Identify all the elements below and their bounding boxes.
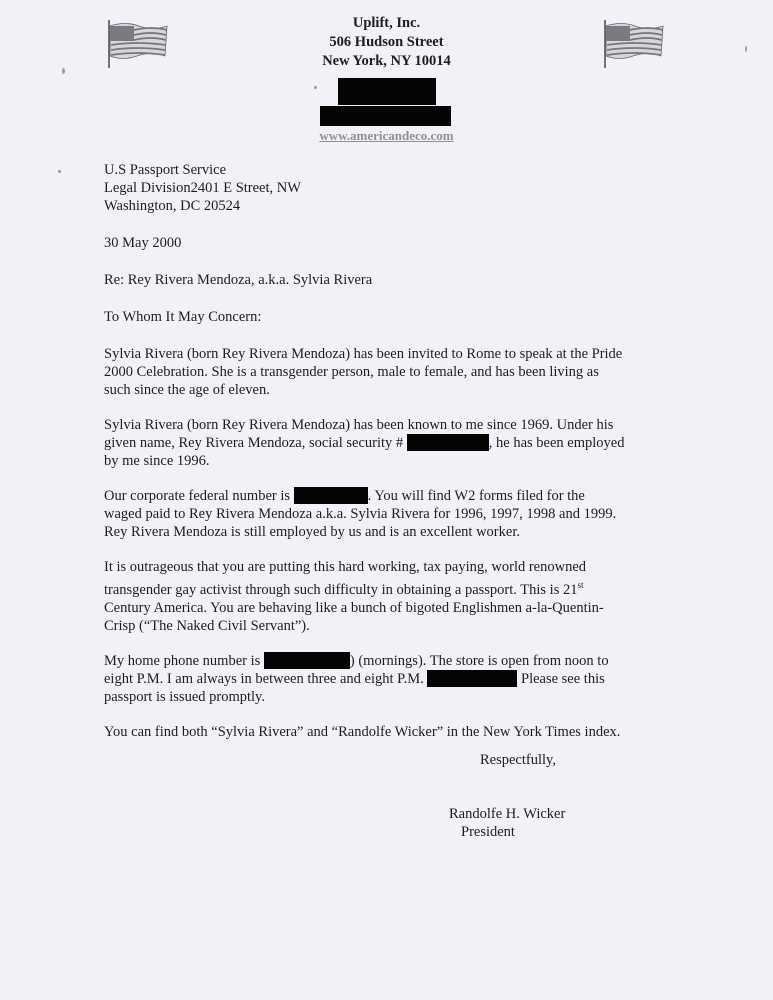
redaction-block <box>407 434 489 451</box>
paragraph-2 <box>104 416 664 470</box>
paragraph-line <box>104 670 664 688</box>
company-city: New York, NY 10014 <box>322 53 451 69</box>
paragraph-line: Century America. You are behaving like a bunch of bigoted Englishmen a-la-Quentin- <box>104 599 604 616</box>
paragraph-text: given name, Rey Rivera Mendoza, social security # <box>104 435 404 451</box>
paragraph-line: It is outrageous that you are putting this hard working, tax paying, world renowned <box>104 559 587 575</box>
paragraph-5 <box>104 652 664 706</box>
paragraph-4 <box>104 558 664 635</box>
company-street: 506 Hudson Street <box>329 34 444 50</box>
recipient-line: U.S Passport Service <box>104 162 227 178</box>
redaction-block <box>320 106 451 126</box>
company-name: Uplift, Inc. <box>352 15 421 31</box>
recipient-line: Legal Division2401 E Street, NW <box>104 180 301 196</box>
paragraph-line: passport is issued promptly. <box>104 688 265 705</box>
scan-speck <box>58 170 61 173</box>
paragraph-6 <box>104 723 664 741</box>
paragraph-text: Our corporate federal number is <box>104 488 291 504</box>
paragraph-text: My home phone number is <box>104 652 261 669</box>
scan-speck <box>745 46 747 52</box>
letter-body <box>104 161 664 758</box>
paragraph-text: transgender gay activist through such difficulty in obtaining a passport. This is 21 <box>104 581 578 598</box>
closing: Respectfully, <box>480 752 556 768</box>
redaction-block <box>264 652 350 669</box>
letter-subject: Re: Rey Rivera Mendoza, a.k.a. Sylvia Rivera <box>104 272 373 288</box>
paragraph-line: waged paid to Rey Rivera Mendoza a.k.a. Sylvia Rivera for 1996, 1997, 1998 and 1999. <box>104 506 617 522</box>
paragraph-line: such since the age of eleven. <box>104 382 270 398</box>
paragraph-line <box>104 434 664 452</box>
signature-name: Randolfe H. Wicker <box>449 806 566 822</box>
recipient-address <box>104 161 664 215</box>
paragraph-line: Sylvia Rivera (born Rey Rivera Mendoza) has been invited to Rome to speak at the Pride <box>104 346 623 362</box>
letter-date: 30 May 2000 <box>104 235 182 251</box>
signature-title: President <box>461 824 515 840</box>
paragraph-text: ) (mornings). The store is open from noon to <box>349 652 609 669</box>
redaction-block <box>427 670 517 687</box>
paragraph-text: Please see this <box>521 670 605 687</box>
paragraph-line: You can find both “Sylvia Rivera” and “Randolfe Wicker” in the New York Times index. <box>104 723 621 740</box>
paragraph-text: , he has been employed <box>488 435 625 451</box>
scan-speck <box>314 86 317 89</box>
letterhead <box>0 14 773 71</box>
paragraph-line: Rey Rivera Mendoza is still employed by us and is an excellent worker. <box>104 524 520 540</box>
paragraph-line <box>104 652 664 670</box>
paragraph-line: Sylvia Rivera (born Rey Rivera Mendoza) has been known to me since 1969. Under his <box>104 417 614 433</box>
paragraph-1 <box>104 345 664 399</box>
company-website: www.americandeco.com <box>319 128 454 143</box>
paragraph-3 <box>104 487 664 541</box>
paragraph-line: Crisp (“The Naked Civil Servant”). <box>104 617 310 634</box>
paragraph-line <box>104 487 664 505</box>
paragraph-line <box>104 576 664 599</box>
salutation: To Whom It May Concern: <box>104 309 262 325</box>
superscript: st <box>577 580 584 590</box>
paragraph-line: 2000 Celebration. She is a transgender person, male to female, and has been living as <box>104 364 599 380</box>
redaction-block <box>294 487 368 504</box>
recipient-line: Washington, DC 20524 <box>104 198 241 214</box>
redaction-block <box>338 78 436 105</box>
paragraph-text: eight P.M. I am always in between three and eight P.M. <box>104 670 424 687</box>
paragraph-text: . You will find W2 forms filed for the <box>367 488 585 504</box>
scan-speck <box>62 68 65 74</box>
paragraph-line: by me since 1996. <box>104 453 210 469</box>
